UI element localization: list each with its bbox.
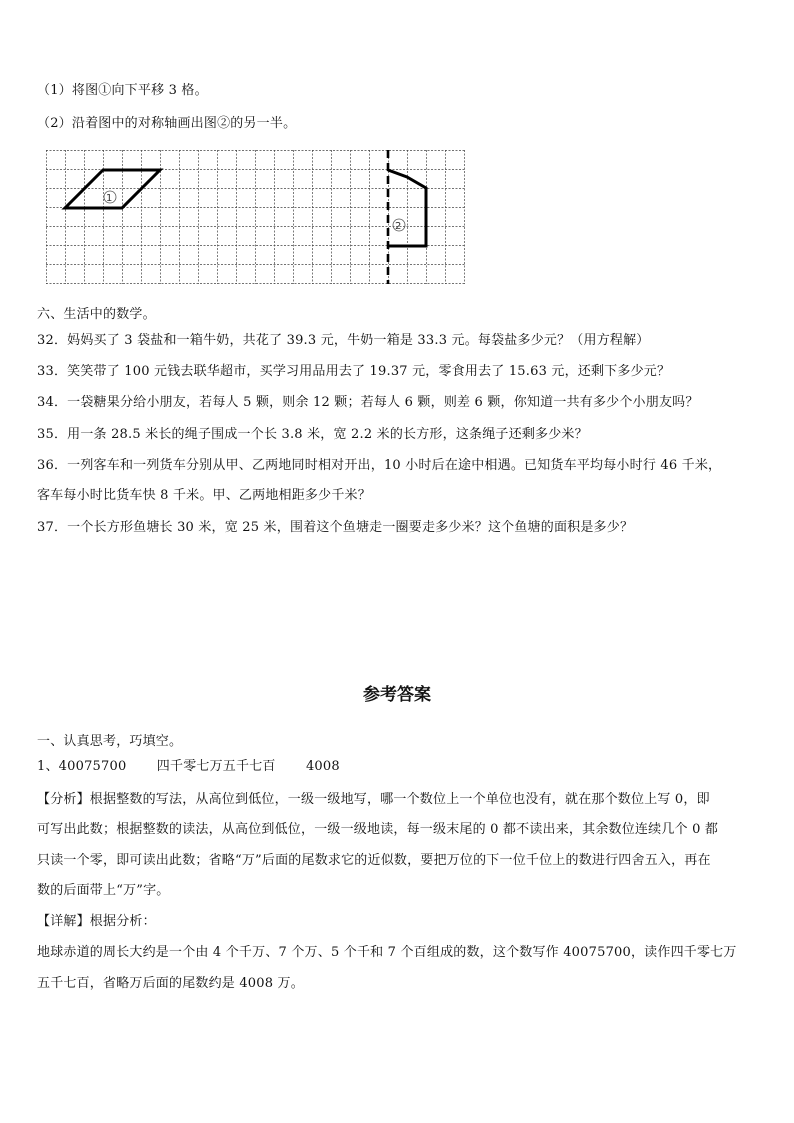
analysis-line-4: 数的后面带上“万”字。 bbox=[37, 883, 170, 898]
answer-title: 参考答案 bbox=[363, 685, 431, 705]
answer-section1-heading: 一、认真思考，巧填空。 bbox=[37, 734, 183, 749]
answer-1-row bbox=[37, 758, 764, 776]
half-shape-2 bbox=[388, 170, 426, 246]
answer-1-number: 1、40075700 bbox=[37, 759, 127, 774]
question-32: 32．妈妈买了 3 袋盐和一箱牛奶，共花了 39.3 元，牛奶一箱是 33.3 元。每袋盐多少元？（用方程解） bbox=[37, 333, 650, 348]
question-35: 35．用一条 28.5 米长的绳子围成一个长 3.8 米，宽 2.2 米的长方形，这条绳子还剩多少米？ bbox=[37, 427, 588, 442]
detail-line-1: 地球赤道的周长大约是一个由 4 个千万、7 个万、5 个千和 7 个百组成的数，这个数写作 40075700，读作四千零七万 bbox=[37, 945, 737, 960]
detail-heading: 【详解】根据分析： bbox=[37, 914, 156, 929]
question-33: 33．笑笑带了 100 元钱去联华超市，买学习用品用去了 19.37 元，零食用去了 15.63 元，还剩下多少元？ bbox=[37, 364, 671, 379]
question-37: 37．一个长方形鱼塘长 30 米，宽 25 米，围着这个鱼塘走一圈要走多少米？这个鱼塘的面积是多少？ bbox=[37, 520, 634, 535]
shape2-label: 2 bbox=[395, 221, 402, 232]
shape1-label: 1 bbox=[106, 193, 113, 204]
instruction-step1: （1）将图①向下平移 3 格。 bbox=[37, 83, 208, 98]
question-36-line1: 36．一列客车和一列货车分别从甲、乙两地同时相对开出，10 小时后在途中相遇。已知货车平均每小时行 46 千米， bbox=[37, 458, 722, 473]
grid-figure bbox=[46, 150, 466, 286]
analysis-line-1: 【分析】根据整数的写法，从高位到低位，一级一级地写，哪一个数位上一个单位也没有，就在那个数位上写 0，即 bbox=[37, 792, 710, 807]
question-36-line2: 客车每小时比货车快 8 千米。甲、乙两地相距多少千米？ bbox=[37, 488, 371, 503]
instruction-step2: （2）沿着图中的对称轴画出图②的另一半。 bbox=[37, 116, 297, 131]
section6-heading: 六、生活中的数学。 bbox=[37, 307, 156, 322]
analysis-line-2: 可写出此数；根据整数的读法，从高位到低位，一级一级地读，每一级末尾的 0 都不读出来，其余数位连续几个 0 都 bbox=[37, 822, 719, 837]
detail-line-2: 五千七百，省略万后面的尾数约是 4008 万。 bbox=[37, 976, 304, 991]
answer-1-reading: 四千零七万五千七百 bbox=[156, 759, 276, 774]
answer-1-approx: 4008 bbox=[305, 759, 340, 774]
analysis-line-3: 只读一个零，即可读出此数；省略“万”后面的尾数求它的近似数，要把万位的下一位千位上的数进行四舍五入，再在 bbox=[37, 853, 711, 868]
question-34: 34．一袋糖果分给小朋友，若每人 5 颗，则余 12 颗；若每人 6 颗，则差 6 颗，你知道一共有多少个小朋友吗？ bbox=[37, 395, 699, 410]
